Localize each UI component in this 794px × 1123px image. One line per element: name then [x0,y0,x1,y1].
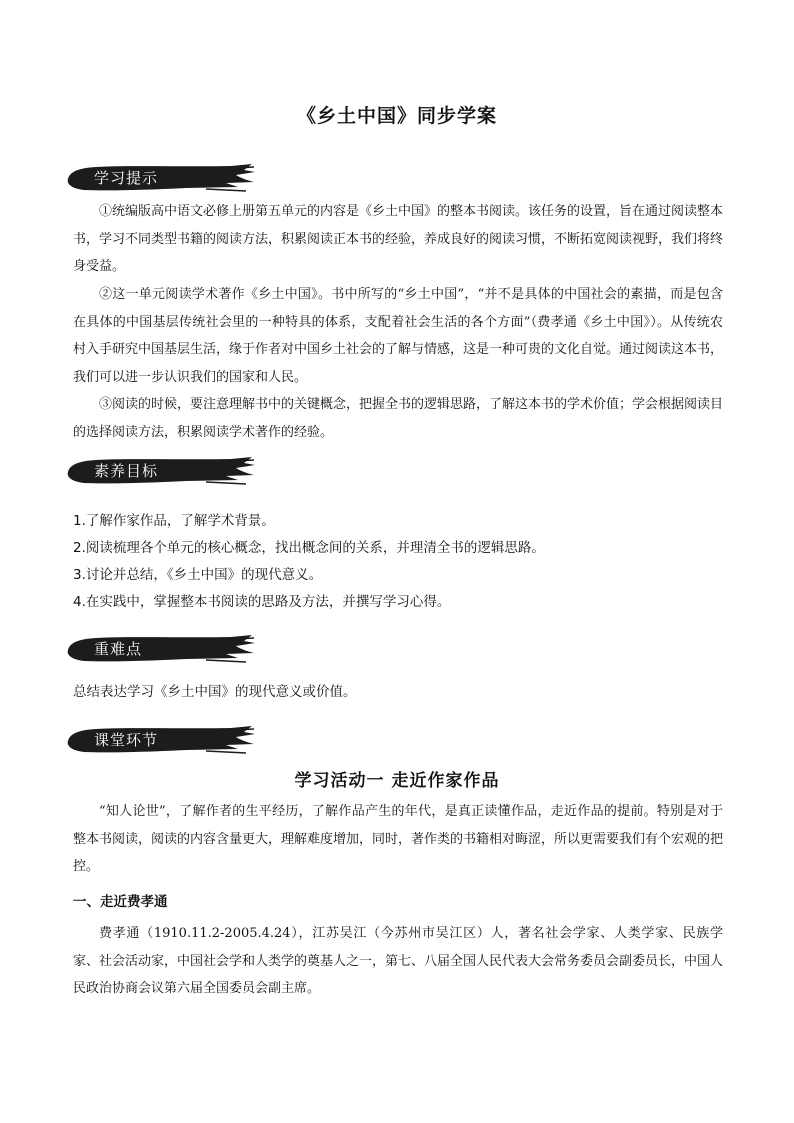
goal-item: 1.了解作家作品，了解学术背景。 [73,513,275,529]
tips-paragraph-2: ②这一单元阅读学术著作《乡土中国》。书中所写的“乡土中国”，“并不是具体的中国社会的素描，而是包含在具体的中国基层传统社会里的一种特具的体系，支配着社会生活的各个方面”（费孝通《乡土中国》）。从传统农村入手研究中国基层生活，缘于作者对中国乡土社会的了解与情感，这是一种可贵的文化自觉。通过阅读这本书，我们可以进一步认识我们的国家和人民。 [73,287,724,385]
section-banner-class [66,725,256,755]
activity-intro-paragraph: “知人论世”，了解作者的生平经历，了解作品产生的年代，是真正读懂作品，走近作品的提前。特别是对于整本书阅读，阅读的内容含量更大，理解难度增加，同时，著作类的书籍相对晦涩，所以更需要我们有个宏观的把控。 [73,804,724,874]
section-title: 课堂环节 [94,731,159,749]
tips-paragraph-3: ③阅读的时候，要注意理解书中的关键概念，把握全书的逻辑思路，了解这本书的学术价值；学会根据阅读目的选择阅读方法，积累阅读学术著作的经验。 [73,397,724,440]
page-title: 《乡土中国》同步学案 [296,105,497,127]
section-title: 重难点 [94,640,143,658]
goal-item: 4.在实践中，掌握整本书阅读的思路及方法，并撰写学习心得。 [73,594,451,610]
section-banner-key [66,634,256,664]
section-banner-tips [66,163,256,193]
tips-paragraph-1: ①统编版高中语文必修上册第五单元的内容是《乡土中国》的整本书阅读。该任务的设置，旨在通过阅读整本书，学习不同类型书籍的阅读方法，积累阅读正本书的经验，养成良好的阅读习惯，不断拓宽阅读视野，我们将终身受益。 [73,204,724,274]
key-point-text: 总结表达学习《乡土中国》的现代意义或价值。 [73,684,357,700]
goal-item: 2.阅读梳理各个单元的核心概念，找出概念间的关系，并理清全书的逻辑思路。 [73,540,545,556]
activity-title: 学习活动一 走近作家作品 [294,771,500,791]
goal-item: 3.讨论并总结，《乡土中国》的现代意义。 [73,567,323,583]
section-title: 素养目标 [94,462,159,480]
section-banner-goals [66,456,256,486]
section-title: 学习提示 [94,169,159,187]
author-bio-paragraph: 费孝通（1910.11.2-2005.4.24），江苏吴江（今苏州市吴江区）人，著名社会学家、人类学家、民族学家、社会活动家，中国社会学和人类学的奠基人之一，第七、八届全国人民代表大会常务委员会副委员长，中国人民政治协商会议第六届全国委员会副主席。 [73,926,724,996]
section-subheading: 一、走近费孝通 [73,894,168,910]
